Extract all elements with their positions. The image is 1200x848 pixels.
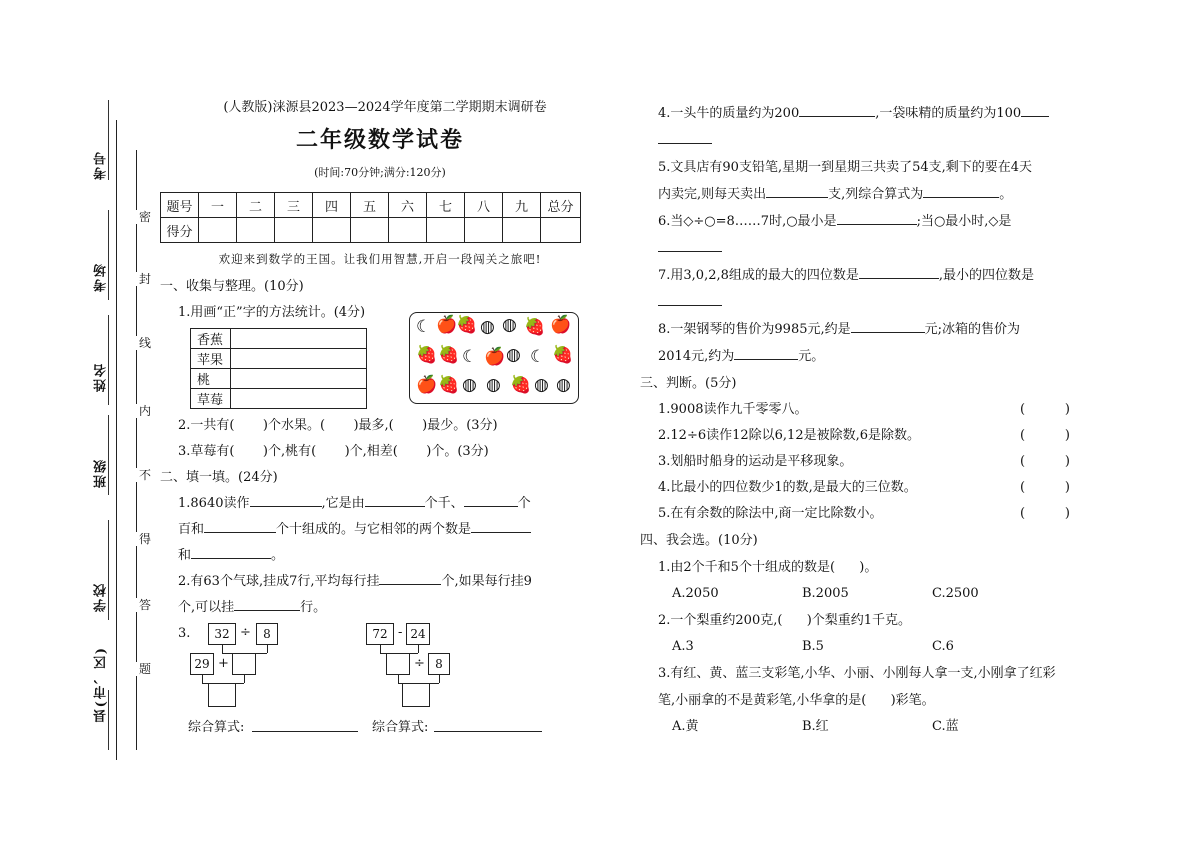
- score-header: 总分: [541, 193, 581, 218]
- seal-char: 密: [136, 210, 154, 224]
- text: 。: [271, 548, 285, 563]
- banana-icon: ☾: [416, 317, 432, 337]
- text: 个十组成的。与它相邻的两个数是: [276, 522, 472, 537]
- score-header: 七: [427, 193, 465, 218]
- judge-answer[interactable]: ( ): [1020, 506, 1070, 521]
- formula-line[interactable]: [434, 716, 542, 732]
- field-county: 县(市、区): [94, 646, 109, 723]
- section-3-title: 三、判断。(5分): [640, 376, 737, 391]
- score-cell[interactable]: [541, 218, 581, 243]
- section-1-title: 一、收集与整理。(10分): [160, 279, 304, 294]
- option-b[interactable]: B.5: [802, 639, 824, 654]
- field-exam-room: 考场: [94, 262, 109, 292]
- welcome-text: 欢迎来到数学的王国。让我们用智慧,开启一段闯关之旅吧!: [218, 252, 542, 266]
- s2-q2: [160, 569, 600, 621]
- seal-char: 得: [136, 532, 154, 546]
- answer-line[interactable]: [204, 517, 276, 533]
- s2-q8: [640, 316, 1070, 370]
- answer-blank[interactable]: [835, 554, 859, 581]
- peach-icon: ◍: [506, 345, 521, 365]
- judge-item: [640, 475, 1070, 501]
- option-c[interactable]: C.6: [932, 639, 954, 654]
- answer-blank[interactable]: [866, 687, 890, 714]
- judge-text: 1.9008读作九千零零八。: [658, 402, 808, 417]
- s2-q3-label: 3.: [178, 626, 191, 641]
- option-b[interactable]: B.2005: [802, 586, 849, 601]
- score-header: 六: [389, 193, 427, 218]
- score-cell[interactable]: [351, 218, 389, 243]
- text: 个,如果每行挂9: [441, 574, 532, 589]
- score-row: [161, 218, 581, 243]
- text: 1.由2个千和5个十组成的数是(: [658, 560, 836, 575]
- formula-label: 综合算式:: [188, 720, 245, 735]
- connector: [202, 675, 203, 683]
- num-box: 24: [406, 623, 430, 645]
- operator: ÷: [240, 625, 251, 640]
- answer-line[interactable]: [851, 317, 925, 333]
- answer-line[interactable]: [191, 543, 271, 559]
- text: )个,相差(: [344, 444, 398, 459]
- score-cell[interactable]: [313, 218, 351, 243]
- exam-time: (时间:70分钟;满分:120分): [314, 166, 446, 179]
- score-cell[interactable]: [237, 218, 275, 243]
- text: 内卖完,则每天卖出: [658, 187, 767, 202]
- strawberry-icon: 🍓: [524, 317, 546, 337]
- fruit-tally-table: [190, 328, 367, 409]
- tally-cell[interactable]: [231, 349, 367, 369]
- s2-q4: [640, 100, 1070, 154]
- field-line[interactable]: [108, 210, 109, 300]
- score-row-label: 得分: [161, 218, 199, 243]
- text: 4.一头牛的质量约为200: [658, 106, 800, 121]
- field-line[interactable]: [108, 100, 109, 180]
- connector: [267, 645, 268, 653]
- text: 2.一共有(: [178, 418, 235, 433]
- s4-q3-options: [640, 714, 1070, 740]
- peach-icon: ◍: [462, 375, 477, 395]
- s4-q1-options: [640, 581, 1070, 607]
- text: 8.一架钢琴的售价为9985元,约是: [658, 322, 851, 337]
- field-line[interactable]: [108, 520, 109, 620]
- fruit-label: 桃: [191, 369, 231, 389]
- text: 个千、: [424, 496, 464, 511]
- score-header: 三: [275, 193, 313, 218]
- banana-icon: ☾: [462, 347, 478, 367]
- field-school: 学校: [94, 582, 109, 612]
- score-header: 九: [503, 193, 541, 218]
- answer-line[interactable]: [859, 263, 939, 279]
- strawberry-icon: 🍓: [438, 375, 460, 395]
- option-c[interactable]: C.蓝: [932, 719, 959, 734]
- s4-q1: [640, 554, 1070, 581]
- num-box: 8: [428, 653, 450, 675]
- answer-line[interactable]: [365, 491, 425, 507]
- apple-icon: 🍎: [416, 375, 438, 395]
- exam-title: 二年级数学试卷: [295, 127, 464, 153]
- text: 。: [999, 187, 1013, 202]
- option-a[interactable]: A.3: [672, 639, 694, 654]
- score-header: 一: [199, 193, 237, 218]
- fruit-picture: [409, 312, 579, 404]
- formula-line[interactable]: [252, 716, 358, 732]
- apple-icon: 🍎: [436, 315, 458, 335]
- score-cell[interactable]: [199, 218, 237, 243]
- answer-line[interactable]: [923, 182, 999, 198]
- text: 笔,小丽拿的不是黄彩笔,小华拿的是(: [658, 693, 867, 708]
- answer-blank[interactable]: [398, 439, 426, 465]
- option-b[interactable]: B.红: [802, 719, 829, 734]
- text: ,它是由: [321, 496, 365, 511]
- text: 6.当◇÷○=8……7时,○最小是: [658, 214, 837, 229]
- answer-blank[interactable]: [234, 439, 262, 465]
- score-table: [160, 192, 581, 243]
- score-cell[interactable]: [389, 218, 427, 243]
- seal-char: 题: [136, 662, 154, 676]
- field-line[interactable]: [108, 690, 109, 750]
- strawberry-icon: 🍓: [552, 345, 574, 365]
- text: 个,可以挂: [178, 600, 235, 615]
- judge-answer[interactable]: ( ): [1020, 402, 1070, 417]
- banana-icon: ☾: [530, 347, 546, 367]
- s1-q2: [160, 413, 600, 439]
- text: ,一袋味精的质量约为100: [875, 106, 1022, 121]
- judge-text: 4.比最小的四位数少1的数,是最大的三位数。: [658, 480, 917, 495]
- connector: [439, 675, 440, 683]
- peach-icon: ◍: [502, 315, 517, 335]
- answer-line[interactable]: [799, 101, 875, 117]
- answer-box[interactable]: [232, 653, 256, 675]
- judge-answer[interactable]: ( ): [1020, 480, 1070, 495]
- answer-blank[interactable]: [325, 413, 353, 439]
- score-cell[interactable]: [275, 218, 313, 243]
- num-box: 29: [190, 653, 214, 675]
- text: 百和: [178, 522, 205, 537]
- score-header: 四: [313, 193, 351, 218]
- tally-cell[interactable]: [231, 369, 367, 389]
- answer-line[interactable]: [234, 595, 300, 611]
- text: 1.8640读作: [178, 496, 250, 511]
- answer-line[interactable]: [379, 569, 441, 585]
- s4-q2-options: [640, 634, 1070, 660]
- answer-box[interactable]: [386, 653, 410, 675]
- connector: [222, 645, 223, 653]
- text: 支,列综合算式为: [828, 187, 924, 202]
- num-box: 8: [256, 623, 278, 645]
- text: )彩笔。: [890, 693, 935, 708]
- text: )。: [859, 560, 878, 575]
- option-a[interactable]: A.2050: [672, 586, 719, 601]
- text: 元;冰箱的售价为: [924, 322, 1021, 337]
- binding-line-inner: [136, 150, 137, 750]
- score-header: 二: [237, 193, 275, 218]
- binding-margin: [0, 0, 160, 848]
- operator: +: [218, 656, 229, 671]
- strawberry-icon: 🍓: [416, 345, 438, 365]
- right-page: [640, 100, 1070, 740]
- fruit-label: 草莓: [191, 389, 231, 409]
- peach-icon: ◍: [534, 375, 549, 395]
- s2-q6: [640, 208, 1070, 262]
- strawberry-icon: 🍓: [456, 315, 478, 335]
- connector: [398, 675, 399, 683]
- operator: -: [398, 625, 403, 640]
- score-header: 题号: [161, 193, 199, 218]
- field-exam-number: 考号: [94, 150, 109, 180]
- text: )个,桃有(: [262, 444, 317, 459]
- answer-line[interactable]: [734, 344, 798, 360]
- s4-q2: [640, 607, 1070, 634]
- answer-blank[interactable]: [234, 413, 262, 439]
- score-cell[interactable]: [465, 218, 503, 243]
- exam-subtitle: (人教版)涞源县2023—2024学年度第二学期期末调研卷: [223, 100, 547, 115]
- answer-box[interactable]: [208, 683, 236, 707]
- text: )个。(3分): [426, 444, 489, 459]
- text: )个水果。(: [262, 418, 326, 433]
- text: 2.有63个气球,挂成7行,平均每行挂: [178, 574, 380, 589]
- text: 3.有红、黄、蓝三支彩笔,小华、小丽、小刚每人拿一支,小刚拿了红彩: [658, 666, 1056, 681]
- answer-line[interactable]: [464, 491, 518, 507]
- strawberry-icon: 🍓: [438, 345, 460, 365]
- answer-line[interactable]: [837, 209, 917, 225]
- answer-line[interactable]: [658, 128, 712, 144]
- judge-text: 2.12÷6读作12除以6,12是被除数,6是除数。: [658, 428, 920, 443]
- text: 2014元,约为: [658, 349, 735, 364]
- connector: [418, 645, 419, 653]
- seal-char: 线: [136, 336, 154, 350]
- score-header-row: [161, 193, 581, 218]
- s2-q5: [640, 154, 1070, 208]
- score-header: 八: [465, 193, 503, 218]
- peach-icon: ◍: [556, 375, 571, 395]
- apple-icon: 🍎: [550, 315, 572, 335]
- text: 行。: [300, 600, 327, 615]
- option-c[interactable]: C.2500: [932, 586, 979, 601]
- text: 5.文具店有90支铅笔,星期一到星期三共卖了54支,剩下的要在4天: [658, 160, 1033, 175]
- tally-cell[interactable]: [231, 329, 367, 349]
- binding-line-outer: [116, 120, 117, 760]
- answer-line[interactable]: [658, 236, 722, 252]
- s2-q7: [640, 262, 1070, 316]
- seal-char: 答: [136, 598, 154, 612]
- answer-box[interactable]: [402, 683, 430, 707]
- seal-char: 内: [136, 404, 154, 418]
- answer-line[interactable]: [658, 290, 722, 306]
- judge-text: 3.划船时船身的运动是平移现象。: [658, 454, 853, 469]
- field-name: 姓名: [94, 362, 109, 392]
- judge-item: [640, 397, 1070, 423]
- operator: ÷: [414, 656, 425, 671]
- text: 7.用3,0,2,8组成的最大的四位数是: [658, 268, 859, 283]
- text: 和: [178, 548, 192, 563]
- field-class: 班级: [94, 458, 109, 488]
- fruit-label: 香蕉: [191, 329, 231, 349]
- text: )个梨重约1千克。: [806, 613, 912, 628]
- judge-item: [640, 501, 1070, 527]
- num-box: 72: [366, 623, 394, 645]
- seal-char: 不: [136, 468, 154, 482]
- text: 元。: [798, 349, 825, 364]
- s1-q1: 1.用画“正”字的方法统计。(4分): [178, 305, 366, 320]
- text: 2.一个梨重约200克,(: [658, 613, 783, 628]
- text: )最多,(: [353, 418, 394, 433]
- text: )最少。(3分): [422, 418, 498, 433]
- field-line[interactable]: [108, 315, 109, 405]
- peach-icon: ◍: [480, 317, 495, 337]
- seal-char: 封: [136, 272, 154, 286]
- apple-icon: 🍎: [484, 347, 506, 367]
- peach-icon: ◍: [486, 375, 501, 395]
- strawberry-icon: 🍓: [510, 375, 532, 395]
- answer-blank[interactable]: [394, 413, 422, 439]
- option-a[interactable]: A.黄: [672, 719, 699, 734]
- judge-item: [640, 449, 1070, 475]
- section-2-title: 二、填一填。(24分): [160, 470, 278, 485]
- text: ;当○最小时,◇是: [916, 214, 1012, 229]
- judge-text: 5.在有余数的除法中,商一定比除数小。: [658, 506, 883, 521]
- answer-line[interactable]: [250, 491, 322, 507]
- tally-cell[interactable]: [231, 389, 367, 409]
- answer-blank[interactable]: [782, 607, 806, 634]
- field-line[interactable]: [108, 415, 109, 495]
- connector: [380, 645, 381, 653]
- s2-q1: [160, 491, 600, 569]
- judge-answer[interactable]: ( ): [1020, 428, 1070, 443]
- judge-item: [640, 423, 1070, 449]
- text: 个: [517, 496, 531, 511]
- section-4-title: 四、我会选。(10分): [640, 533, 758, 548]
- text: 3.草莓有(: [178, 444, 235, 459]
- judge-answer[interactable]: ( ): [1020, 454, 1070, 469]
- score-cell[interactable]: [427, 218, 465, 243]
- score-cell[interactable]: [503, 218, 541, 243]
- s4-q3: [640, 660, 1070, 714]
- fruit-label: 苹果: [191, 349, 231, 369]
- formula-label: 综合算式:: [372, 720, 429, 735]
- answer-line[interactable]: [471, 517, 531, 533]
- answer-line[interactable]: [1021, 101, 1049, 117]
- connector: [244, 675, 245, 683]
- answer-line[interactable]: [766, 182, 828, 198]
- answer-blank[interactable]: [316, 439, 344, 465]
- num-box: 32: [208, 623, 236, 645]
- score-header: 五: [351, 193, 389, 218]
- s1-q3: [160, 439, 600, 465]
- text: ,最小的四位数是: [938, 268, 1035, 283]
